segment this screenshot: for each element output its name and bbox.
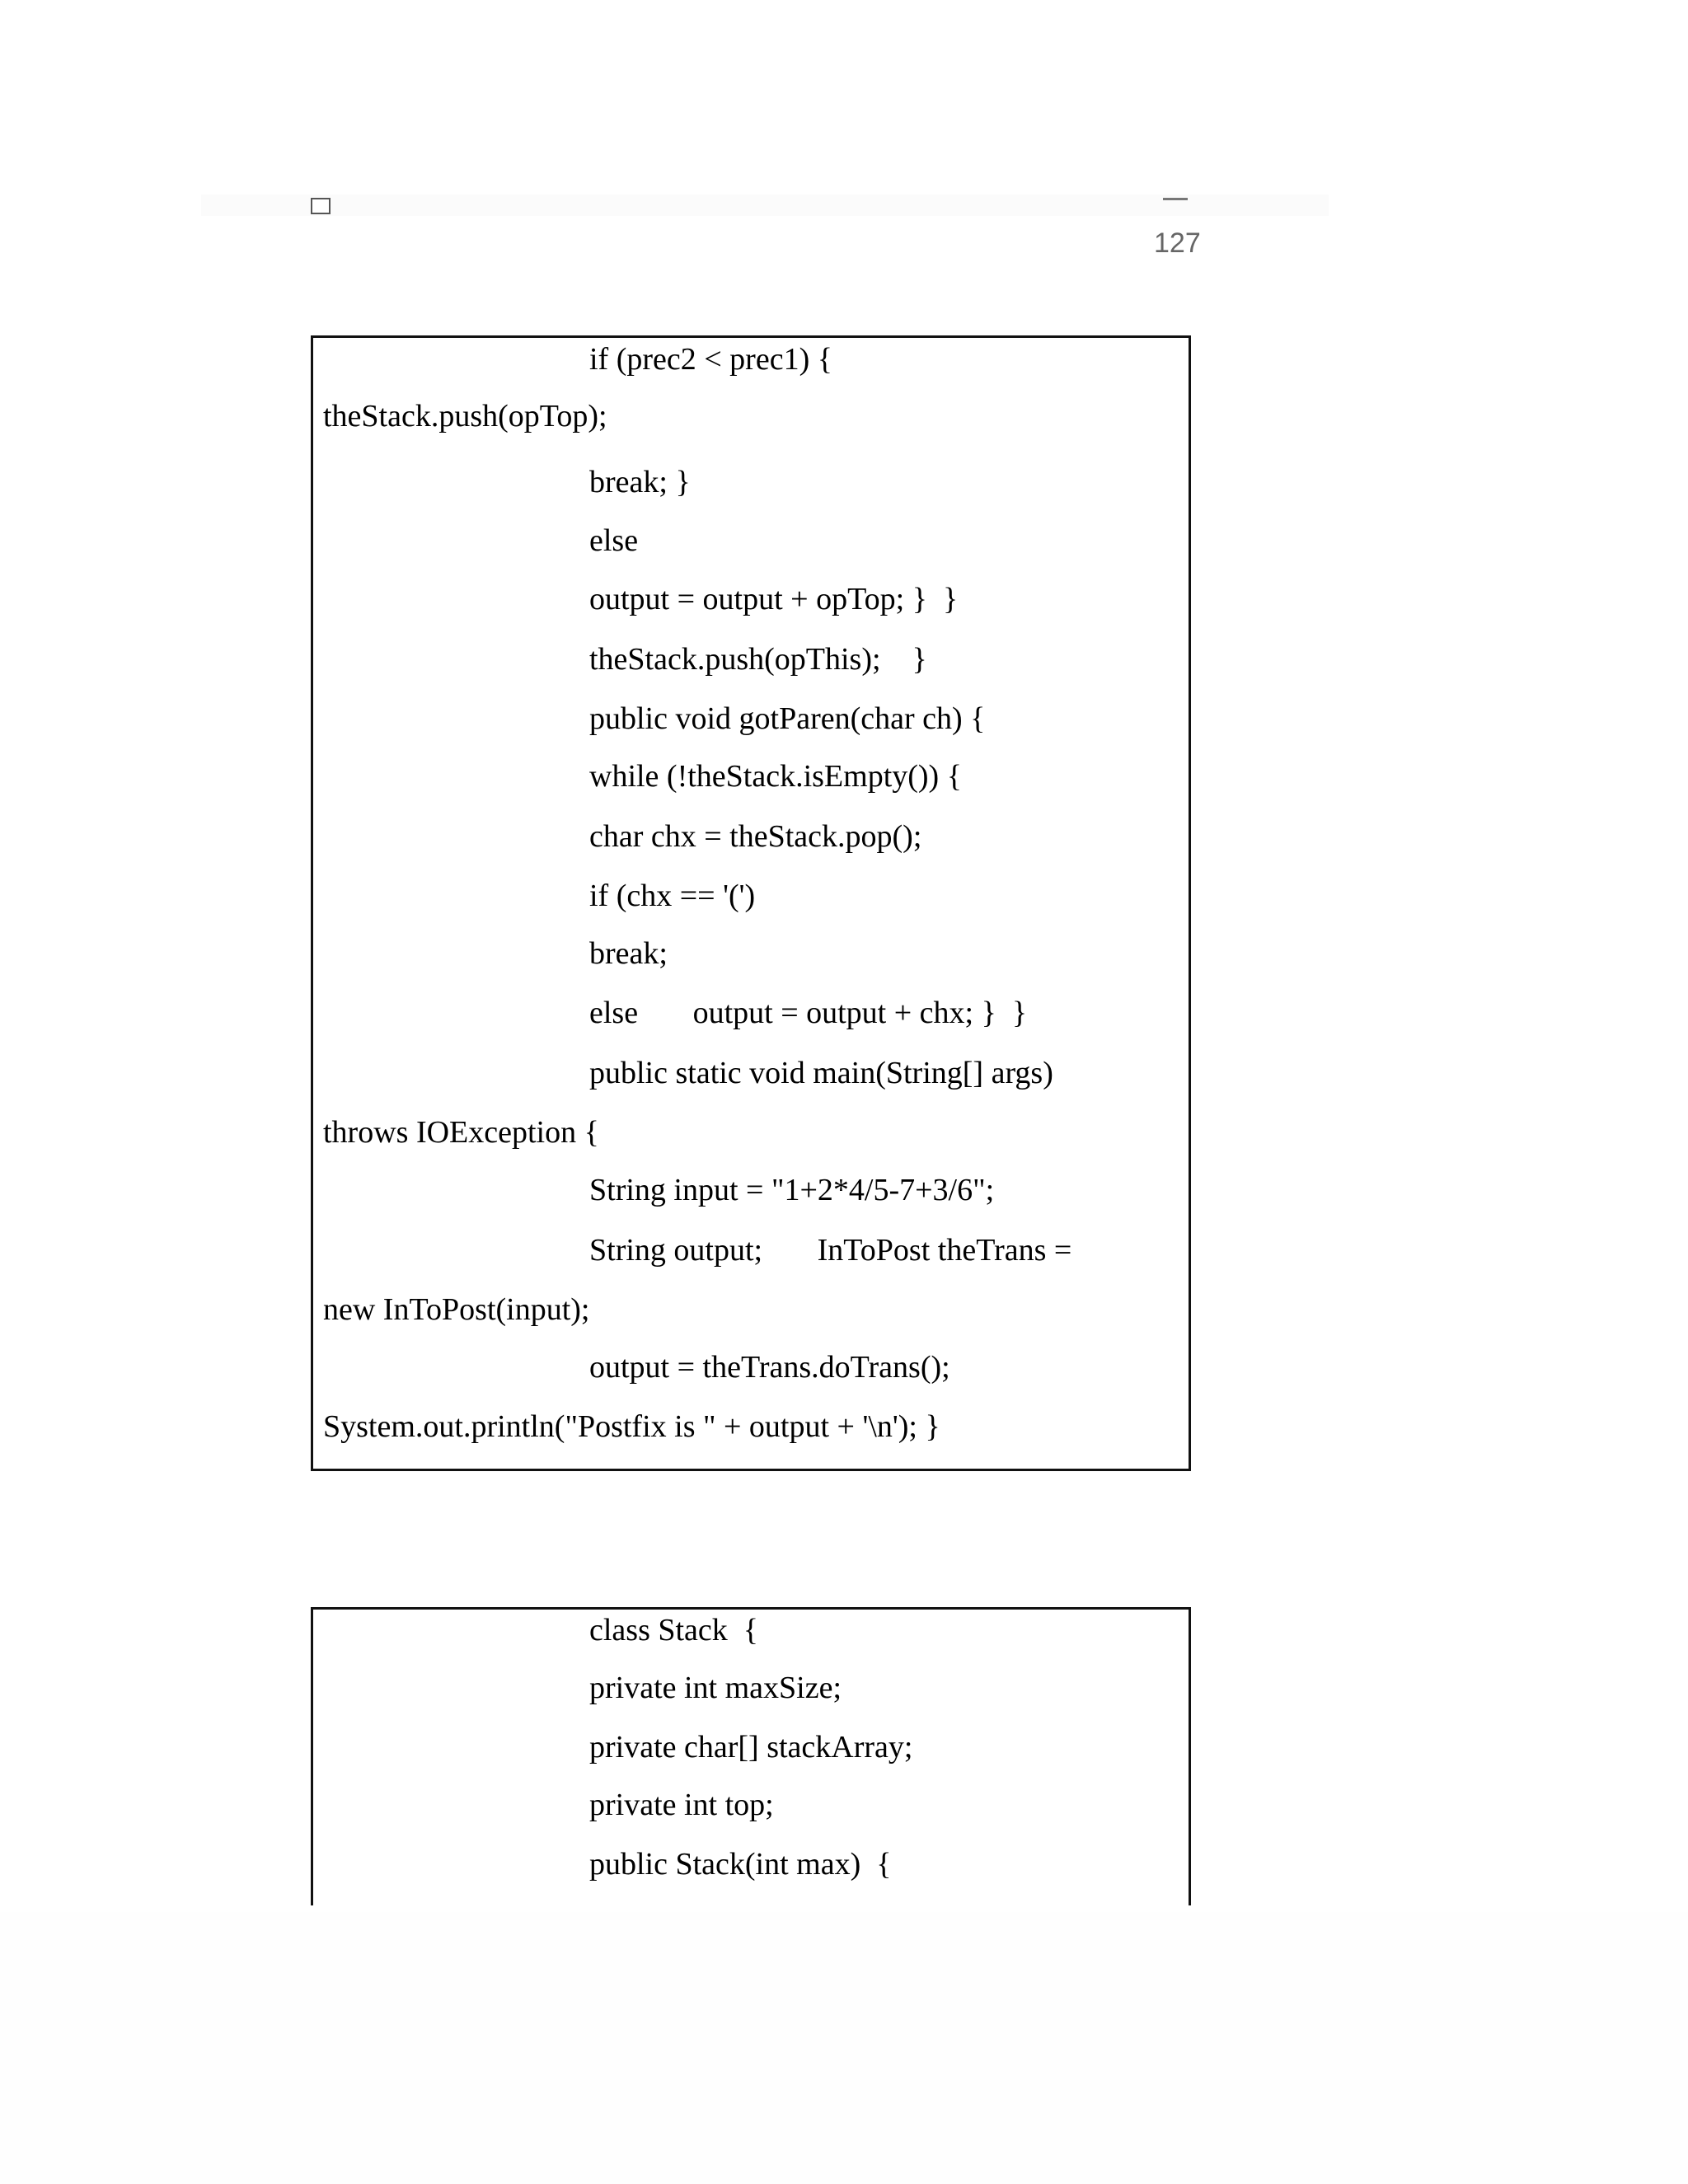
code-line: theStack.push(opThis); } <box>589 642 927 677</box>
header-band <box>201 194 1329 216</box>
code-line: else output = output + chx; } } <box>589 996 1028 1030</box>
code-line: new InToPost(input); <box>323 1292 590 1327</box>
dash-mark <box>1163 198 1188 200</box>
code-line: public static void main(String[] args) <box>589 1056 1053 1090</box>
code-line: private int maxSize; <box>589 1671 842 1705</box>
code-line: else <box>589 523 639 558</box>
code-line: break; } <box>589 465 691 499</box>
code-line: char chx = theStack.pop(); <box>589 819 922 854</box>
code-line: break; <box>589 936 668 971</box>
code-line: if (prec2 < prec1) { <box>589 342 832 377</box>
code-line: private char[] stackArray; <box>589 1730 913 1765</box>
checkbox-icon[interactable] <box>311 198 331 214</box>
code-line: class Stack { <box>589 1613 759 1647</box>
code-line: String input = "1+2*4/5-7+3/6"; <box>589 1173 995 1207</box>
code-line: private int top; <box>589 1788 774 1822</box>
code-line: output = theTrans.doTrans(); <box>589 1350 950 1385</box>
code-line: while (!theStack.isEmpty()) { <box>589 759 962 794</box>
code-line: public Stack(int max) { <box>589 1847 892 1882</box>
page-number: 127 <box>1154 227 1201 259</box>
page-bottom-margin <box>0 1912 1688 2184</box>
code-line: output = output + opTop; } } <box>589 582 959 616</box>
code-line: theStack.push(opTop); <box>323 399 607 434</box>
code-line: public void gotParen(char ch) { <box>589 701 986 736</box>
code-line: throws IOException { <box>323 1115 599 1150</box>
code-line: System.out.println("Postfix is " + output + '\n'); } <box>323 1409 940 1444</box>
code-line: if (chx == '(') <box>589 879 756 913</box>
code-line: String output; InToPost theTrans = <box>589 1233 1072 1268</box>
